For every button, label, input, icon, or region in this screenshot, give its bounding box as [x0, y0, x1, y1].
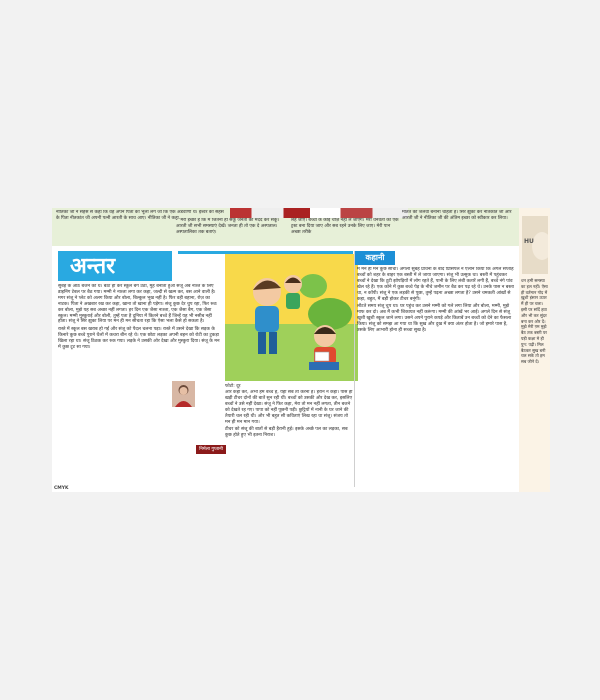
right-body-lead	[397, 253, 515, 265]
middle-body-text	[225, 390, 353, 486]
illustration-caption: फोटो: दूर	[225, 384, 241, 389]
right-body-text	[357, 267, 515, 486]
top-strip-right-text: मातत को जलवा बनाना चाहती हैं। सिर झुका कर नीतकांत जी और आरती जी ने नीतिका जी की अंतिम इच्छा को स्वीकार कर लिया।	[402, 210, 512, 221]
author-name: निर्मला गुप्तानी	[196, 445, 226, 454]
author-photo	[172, 381, 195, 407]
section-label-box	[355, 251, 395, 265]
column-divider	[354, 251, 355, 487]
section-label: कहानी	[365, 253, 385, 262]
adjacent-column-text: धन हमी समस्या का हल नहीं। ऐसा ही वर्तमान गोद में ख़ुशी इंसान ऊपर मैं ही पर चला। इसी पर सर्दि हवा और भी कर सुंदर बना कर ओर दें। मुझे मेरी ग़म मुझे बैठ तक बस्ती पर पड़ी कक्षा मे ही पुन: पढ़ी। मिल बैठकर सुख बनी चल सके तो हम सब जीने दें।	[521, 278, 548, 365]
top-strip-left-text: नीतिका जी ने सेहेस से कहा कि वह अपने पिता को भूला लगे जो कि एक अडवाणी थे। ईश्वर को सेहेस के पिता नीतकांत जी अपनी पत्नी आरती के साथ आए। नीतिका जी ने कहा	[56, 210, 224, 221]
right-body-p2: लौटते समय संजू चुप था। घर पहुंच कर उसने मम्मी को गले लगा लिया और बोला, मम्मी, मुझे माफ कर दो। अब मैं कभी शिकायत नहीं करूंगा। मम्मी की आंखें भर आईं। अगले दिन से संजू खुशी खुशी स्कूल जाने लगा। उसने अपने पुराने कपड़े और किताबें उन बच्चों को देने का फैसला किया। संजू को समझ आ गया था कि सुख और दुख में क्या अंतर होता है। जो हमारे पास है, उसके लिए आभारी होना ही सच्चा सुख है।	[357, 304, 512, 334]
article-title: अन्तर	[70, 253, 116, 279]
right-body-p1: मे मन ही मन कुछ सोचा। अगली सुबह प्रार्थना के बाद प्रिंसिपल ने ऐलान किया कि अगले सप्ताह बच्चों को शहर के बाहर एक बस्ती में ले जाया जाएगा। संजू भी उत्सुक था। बस्ती में पहुंचकर बच्चों ने देखा कि टूटी झोपड़ियों में लोग रहते हैं, पानी के लिए लंबी कतारें लगी हैं, बच्चे नंगे पांव खेल रहे हैं। एक कोने में कुछ बच्चे पेड़ के नीचे जमीन पर बैठ कर पढ़ रहे थे। उनके पास न बस्ता था, न कॉपी। संजू ने एक लड़की से पूछा, तुम्हें पढ़ना अच्छा लगता है? उसने चमकती आंखों से कहा, बहुत, मैं बड़ी होकर टीचर बनूंगी।	[357, 267, 514, 302]
story-illustration	[225, 254, 358, 381]
article-title-box	[58, 251, 172, 281]
left-body-p1: सुबह के आठ बजने को थे। बैठा हो कर स्कूल बैग उठा, मुंह बनाता हुआ संजू अब नाश्ते के लिए डाइनिंग टेबल पर बैठ गया। मम्मी ने नाश्ता लगा कर कहा, जल्दी से खत्म कर, बस आने वाली है। मगर संजू ने प्लेट को अलग किया और बोला, बिल्कुल भूख नहीं है। फिर वही बहाना, रोज़ का नाटक। पिता ने अखबार रख कर कहा, खाना तो खाना ही पड़ेगा। संजू कुछ देर चुप रहा, फिर रूठ कर बोला, मुझे यह सब अच्छा नहीं लगता। हर दिन एक जैसा नाश्ता, एक जैसा बैग, एक जैसा स्कूल। मम्मी मुस्कुराई और बोली, तुम्हें पता है दुनिया में कितने बच्चे हैं जिन्हें यह भी नसीब नहीं होता। संजू ने सिर झुका लिया पर मन ही मन सोचता रहा कि ऐसा भला कैसे हो सकता है।	[58, 284, 217, 325]
left-body-text	[58, 284, 222, 484]
middle-body-p1: और कहा करे, अभी हम बच्चे हैं, यही सब तो करना है। हैरान ने कहा। पास ही खड़ी टीचर दोनों की बातें सुन रही थीं। बच्चों को उसकी और देख कर, इसलिए बच्चों ने उसे नहीं देखा। संजू ने फिर कहा, मेरा तो मन नहीं लगता, तीन बजने को देखते रह गए। पापा को नहीं पूछनी पड़ी। छुट्टियों में नानी के घर जाने की तैयारी चल रही थी। और भी बहुत सी कविताएं लिख रहा था संजू। संजय तो मन ही मन मान गया।	[225, 390, 353, 425]
top-strip-middle2-text: लहे जाए। बच्चों के कोई चीज़ नहीं ले जाएगे। मेरी धनवती का एक ट्रस्ट बना दिया जाए और सब रहने उनके लिए जाए। मेरी पान अच्छा तरीके	[291, 218, 399, 235]
top-strip-middle-text: - 'मेरी इच्छा है कि मैं जितना हो सकूँ जनता की मदद कर सकूँ। आरती जी सभी समस्याएं देखें। जनता ही तो एक दे अस्पताल। अस्पतालिका तक बताएं।	[176, 218, 280, 235]
left-body-p2: रास्ते में स्कूल बस खराब हो गई और संजू को पैदल चलना पड़ा। रास्ते में उसने देखा कि सड़क के किनारे कुछ बच्चे पुराने थैलों में कचरा बीन रहे थे। एक छोटा लड़का अपनी बहन को रोटी का टुकड़ा खिला रहा था। संजू ठिठक कर रुक गया। लड़के ने उसकी ओर देखा और मुस्कुरा दिया। संजू के मन में कुछ टूट सा गया।	[58, 327, 220, 351]
middle-body-p2: टीचर को संजू की बातों से बड़ी हैरानी हुई। इसके अच्छे पल का लड़का, सब कुछ होते हुए भी इतना निराश।	[225, 427, 348, 439]
top-strip-photo	[230, 208, 408, 218]
adjacent-photo-text: HU	[524, 238, 534, 245]
newspaper-page	[52, 208, 550, 492]
cmyk-mark: CMYK	[54, 486, 69, 491]
adjacent-photo	[522, 216, 548, 274]
top-story-strip	[52, 208, 550, 246]
